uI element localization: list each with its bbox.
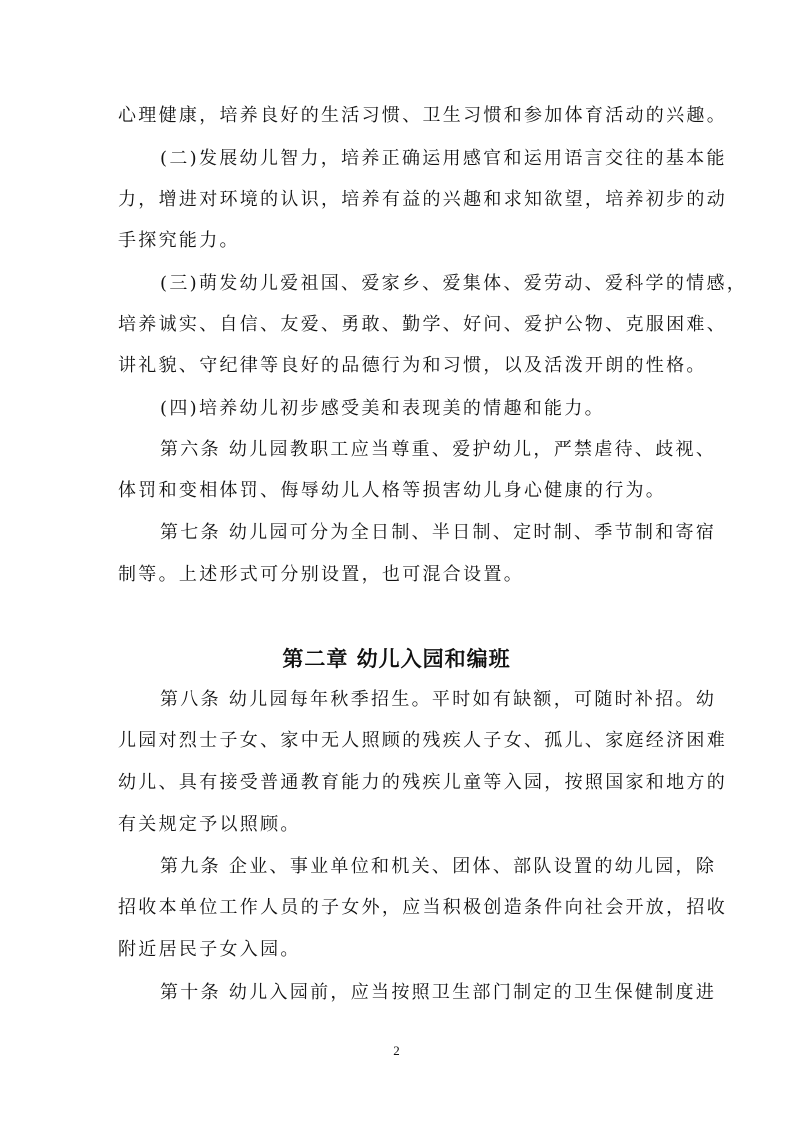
text-line: 制等。上述形式可分别设置，也可混合设置。 bbox=[118, 564, 524, 585]
text-line: 讲礼貌、守纪律等良好的品德行为和习惯，以及活泼开朗的性格。 bbox=[118, 355, 707, 376]
text-line: 第六条 幼儿园教职工应当尊重、爱护幼儿，严禁虐待、歧视、 bbox=[160, 439, 717, 460]
page-number: 2 bbox=[393, 1043, 400, 1058]
text-line: 手探究能力。 bbox=[118, 230, 240, 251]
text-line: 附近居民子女入园。 bbox=[118, 939, 301, 960]
text-line: 第九条 企业、事业单位和机关、团体、部队设置的幼儿园，除 bbox=[160, 856, 717, 877]
text-line: 培养诚实、自信、友爱、勇敢、勤学、好问、爱护公物、克服困难、 bbox=[118, 314, 727, 335]
text-line: 第七条 幼儿园可分为全日制、半日制、定时制、季节制和寄宿 bbox=[160, 522, 717, 543]
text-line: (三)萌发幼儿爱祖国、爱家乡、爱集体、爱劳动、爱科学的情感， bbox=[160, 273, 748, 294]
text-line: 有关规定予以照顾。 bbox=[118, 814, 301, 835]
text-line: 第八条 幼儿园每年秋季招生。平时如有缺额，可随时补招。幼 bbox=[160, 689, 717, 710]
text-line: 幼儿、具有接受普通教育能力的残疾儿童等入园，按照国家和地方的 bbox=[118, 772, 727, 793]
text-line: 体罚和变相体罚、侮辱幼儿人格等损害幼儿身心健康的行为。 bbox=[118, 480, 667, 501]
text-line: (四)培养幼儿初步感受美和表现美的情趣和能力。 bbox=[160, 398, 605, 419]
text-line: 心理健康，培养良好的生活习惯、卫生习惯和参加体育活动的兴趣。 bbox=[118, 105, 727, 126]
text-line: 力，增进对环境的认识，培养有益的兴趣和求知欲望，培养初步的动 bbox=[118, 189, 727, 210]
chapter-heading: 第二章 幼儿入园和编班 bbox=[282, 647, 511, 671]
text-line: 招收本单位工作人员的子女外，应当积极创造条件向社会开放，招收 bbox=[118, 897, 727, 918]
text-line: (二)发展幼儿智力，培养正确运用感官和运用语言交往的基本能 bbox=[160, 148, 727, 169]
text-line: 儿园对烈士子女、家中无人照顾的残疾人子女、孤儿、家庭经济困难 bbox=[118, 730, 727, 751]
text-line: 第十条 幼儿入园前，应当按照卫生部门制定的卫生保健制度进 bbox=[160, 982, 717, 1003]
